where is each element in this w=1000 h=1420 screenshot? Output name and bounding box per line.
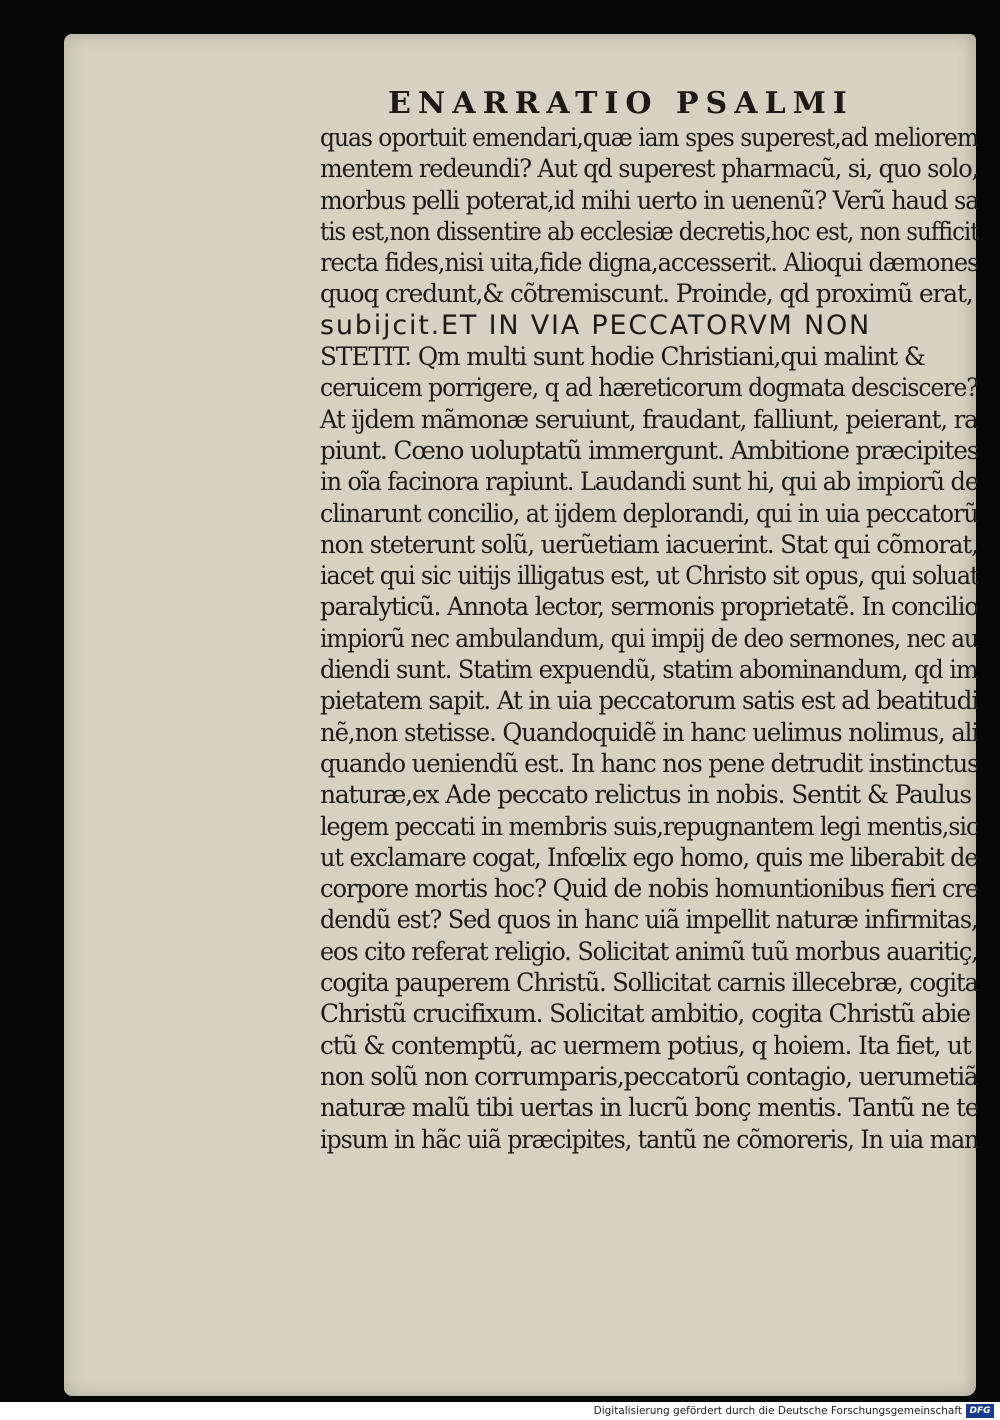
text-line: clinarunt concilio, at ijdem deplorandi, qui in uia peccatorũ <box>320 498 978 528</box>
text-line: ceruicem porrigere, q ad hæreticorum dogmata desciscere? <box>320 373 978 403</box>
text-line: tis est,non dissentire ab ecclesiæ decretis,hoc est, non sufficit <box>320 216 979 246</box>
text-line: quando ueniendũ est. In hanc nos pene detrudit instinctus <box>320 748 979 778</box>
text-line: iacet qui sic uitijs illigatus est, ut Christo sit opus, qui soluat <box>320 561 979 591</box>
text-line: morbus pelli poterat,id mihi uerto in uenenũ? Verũ haud sa <box>320 185 979 215</box>
text-line: ctũ & contemptũ, ac uermem potius, q hoiem. Ita fiet, ut <box>320 1030 971 1060</box>
text-line: non steterunt solũ, uerũetiam iacuerint. Stat qui cõmorat, <box>320 529 978 559</box>
text-line: ipsum in hãc uiã præcipites, tantũ ne cõmoreris, In uia man <box>320 1124 979 1154</box>
text-line: corpore mortis hoc? Quid de nobis homuntionibus fieri cre <box>320 874 979 904</box>
text-line: At ijdem mãmonæ seruiunt, fraudant, falliunt, peierant, ra <box>320 404 978 434</box>
funding-credit: Digitalisierung gefördert durch die Deutsche Forschungsgemeinschaft <box>593 1405 962 1417</box>
text-line: Christũ crucifixum. Solicitat ambitio, cogita Christũ abie <box>320 999 971 1029</box>
text-line: nẽ,non stetisse. Quandoquidẽ in hanc uelimus nolimus, ali <box>320 717 979 747</box>
text-line: diendi sunt. Statim expuendũ, statim abominandum, qd im <box>320 655 978 685</box>
text-line: mentem redeundi? Aut qd superest pharmacũ, si, quo solo, <box>320 154 979 184</box>
dfg-logo-icon: DFG <box>966 1404 994 1418</box>
text-line: paralyticũ. Annota lector, sermonis proprietatẽ. In concilio <box>320 592 978 622</box>
text-line: eos cito referat religio. Solicitat animũ tuũ morbus auaritiç, <box>320 936 978 966</box>
text-line-lemma-cont: STETIT. Qm multi sunt hodie Christiani,qui malint & <box>320 342 925 372</box>
text-line: naturæ malũ tibi uertas in lucrũ bonç mentis. Tantũ ne te <box>320 1093 979 1123</box>
text-line: quoq credunt,& cõtremiscunt. Proinde, qd proximũ erat, <box>320 279 973 309</box>
text-line: impiorũ nec ambulandum, qui impij de deo sermones, nec au <box>320 623 978 653</box>
text-line: recta fides,nisi uita,fide digna,accesserit. Alioqui dæmones <box>320 248 979 278</box>
text-line: ut exclamare cogat, Infœlix ego homo, quis me liberabit de <box>320 842 978 872</box>
text-line: in oĩa facinora rapiunt. Laudandi sunt hi, qui ab impiorũ de <box>320 467 978 497</box>
text-line: cogita pauperem Christũ. Sollicitat carnis illecebræ, cogita <box>320 968 978 998</box>
text-line: non solũ non corrumparis,peccatorũ contagio, uerumetiã <box>320 1061 978 1091</box>
text-line: quas oportuit emendari,quæ iam spes superest,ad meliorem <box>320 123 978 152</box>
text-line: legem peccati in membris suis,repugnantem legi mentis,sic <box>320 811 979 841</box>
text-line: naturæ,ex Ade peccato relictus in nobis. Sentit & Paulus <box>320 780 971 810</box>
text-line: dendũ est? Sed quos in hanc uiã impellit naturæ infirmitas, <box>320 905 978 935</box>
text-block <box>320 122 984 1155</box>
running-head: ENARRATIO PSALMI <box>388 86 854 121</box>
text-line: piunt. Cœno uoluptatũ immergunt. Ambitione præcipites <box>320 435 979 465</box>
footer-bar <box>0 1402 1000 1420</box>
text-line: pietatem sapit. At in uia peccatorum satis est ad beatitudi <box>320 686 979 716</box>
text-line-lemma: subijcit.ET IN VIA PECCATORVM NON <box>320 309 872 341</box>
